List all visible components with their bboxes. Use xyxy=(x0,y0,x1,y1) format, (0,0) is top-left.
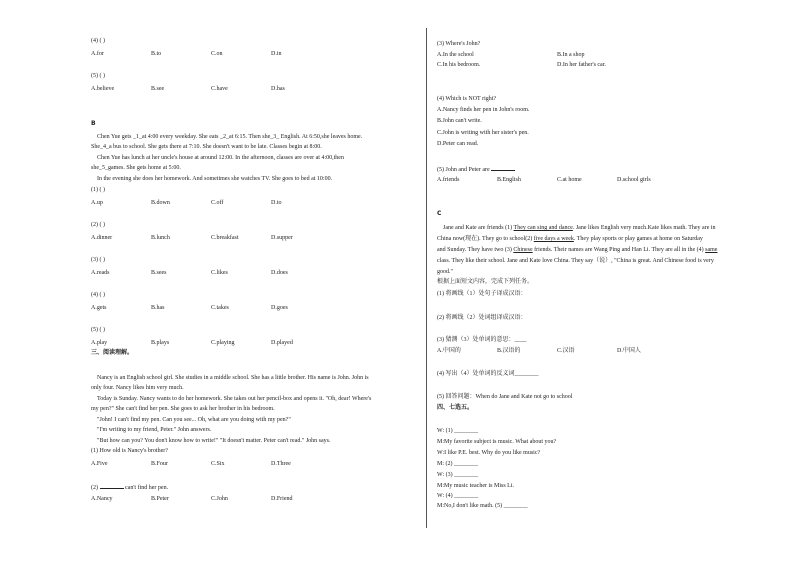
option: B.down xyxy=(151,200,170,206)
passage-text: . They play sports or play games at home on Saturday xyxy=(573,236,703,242)
option: D.played xyxy=(271,340,293,346)
option: B.John can't write. xyxy=(437,118,482,124)
option-row xyxy=(437,348,737,356)
section-label-b: B xyxy=(91,120,96,127)
option: A.Nancy finds her pen in John's room. xyxy=(437,107,530,113)
dialogue-line: M:No,I don't like math. (5) ________ xyxy=(437,503,528,509)
option: B.lunch xyxy=(151,235,170,241)
passage-line: class. They like their school. Jane and Kate love China. They say（说）, "China is great. And Chinese food is very xyxy=(437,258,714,264)
option: B.In a shop xyxy=(557,52,585,58)
option: C.at home xyxy=(557,177,582,183)
question-text: (1) How old is Nancy's brother? xyxy=(91,448,168,454)
question-suffix: can't find her pen. xyxy=(123,485,169,491)
option: D.in xyxy=(271,51,282,57)
option: B.plays xyxy=(151,340,170,346)
option: C.breakfast xyxy=(211,235,239,241)
option: B.see xyxy=(151,86,165,92)
task-item: (2) 将画线（2）处词组译成汉语： xyxy=(437,315,527,321)
option-row xyxy=(437,62,737,70)
passage-line: she_5_games. She gets home at 5:00. xyxy=(91,165,181,171)
passage-line: my pen?" She can't find her pen. She goes to ask her brother in his bedroom. xyxy=(91,406,275,412)
section-label-c: C xyxy=(437,210,442,217)
passage-line: Nancy is an English school girl. She studies in a middle school. She has a little brother. His name is John. John is xyxy=(97,375,369,381)
option: A.play xyxy=(91,340,108,346)
option: B.to xyxy=(151,51,162,57)
option: B.sees xyxy=(151,270,167,276)
option: C.takes xyxy=(211,305,229,311)
dialogue-line: M:My music teacher is Miss Li. xyxy=(437,483,514,489)
question-text xyxy=(437,165,515,174)
passage-text: China now(现在). They go to school(2) xyxy=(437,236,534,242)
option: C.John xyxy=(211,496,228,502)
option-row xyxy=(91,200,391,208)
question-number: (1) ( ) xyxy=(91,187,105,193)
dialogue-line: W:I like P.E. best. Why do you like music? xyxy=(437,450,541,456)
question-text xyxy=(91,483,168,492)
dialogue-line: W: (4) ________ xyxy=(437,493,479,499)
option: D.In her father's car. xyxy=(557,62,606,68)
option-row xyxy=(91,235,391,243)
option-row xyxy=(91,86,391,94)
passage-line: In the evening she does her homework. And sometimes she watches TV. She goes to bed at 10:00. xyxy=(97,176,333,182)
option: A.for xyxy=(91,51,104,57)
option: A.friends xyxy=(437,177,460,183)
option: C.John is writing with her sister's pen. xyxy=(437,130,529,136)
passage-text: Jane and Kate are friends (1) xyxy=(443,225,514,231)
question-prefix: (5) John and Peter are xyxy=(437,167,492,173)
option: C.off xyxy=(211,200,224,206)
question-number: (5) ( ) xyxy=(91,73,105,79)
passage-line: She_4_a bus to school. She gets there at 7:10. She doesn't want to be late. Classes begin at 8:00. xyxy=(91,144,322,150)
option: D.Three xyxy=(271,461,291,467)
option: A.reads xyxy=(91,270,110,276)
column-divider xyxy=(426,28,427,528)
underlined-phrase: five days a week xyxy=(533,236,574,242)
option-row xyxy=(437,177,737,185)
passage-line xyxy=(437,247,717,254)
passage-line: Today is Sunday. Nancy wants to do her homework. She takes out her pencil-box and opens it. "Oh, dear! Where's xyxy=(97,396,372,402)
option-row xyxy=(91,51,391,59)
option: A.In the school xyxy=(437,52,474,58)
option: C.汉语 xyxy=(557,348,575,354)
answer-blank[interactable] xyxy=(491,165,515,171)
answer-blank[interactable] xyxy=(100,483,124,489)
dialogue-line: W: (1) ________ xyxy=(437,428,479,434)
question-text: (3) Where's John? xyxy=(437,41,481,47)
option: D.to xyxy=(271,200,282,206)
question-prefix: (2) xyxy=(91,485,100,491)
task-item: (3) 猜测（3）处单词的意思：____ xyxy=(437,337,527,343)
dialogue-line: W: (3) ________ xyxy=(437,472,479,478)
underlined-sentence: They can sing and dance xyxy=(513,225,573,231)
option: A.dinner xyxy=(91,235,113,241)
passage-text: . Jane likes English very much.Kate likes math. They are in xyxy=(572,225,716,231)
question-number: (5) ( ) xyxy=(91,327,105,333)
option: A.中国的 xyxy=(437,348,461,354)
passage-line: "I'm writing to my friend, Peter." John answers. xyxy=(97,427,212,433)
passage-line: Chen Yue has lunch at her uncle's house at around 12:00. In the afternoon, classes are over at 4:00,then xyxy=(97,155,344,161)
option: B.汉语的 xyxy=(497,348,521,354)
question-number: (4) ( ) xyxy=(91,292,105,298)
passage-line xyxy=(437,236,703,243)
passage-text: and Sunday. They have two (3) xyxy=(437,247,514,253)
option: D.has xyxy=(271,86,285,92)
option: B.Four xyxy=(151,461,168,467)
option-row xyxy=(91,496,391,504)
option: C.In his bedroom. xyxy=(437,62,481,68)
task-item: (1) 将画线（1）处句子译成汉语： xyxy=(437,291,527,297)
option: C.have xyxy=(211,86,228,92)
option: C.likes xyxy=(211,270,228,276)
task-item: (5) 回答问题：When do Jane and Kate not go to school xyxy=(437,394,573,400)
passage-line: "John! I can't find my pen. Can you see... Oh, what are you doing with my pen?" xyxy=(97,417,291,423)
option: B.Peter xyxy=(151,496,169,502)
option: C.playing xyxy=(211,340,235,346)
option: D.中国人 xyxy=(617,348,641,354)
option-row xyxy=(437,52,737,60)
passage-line: Chen Yue gets _1_at 4:00 every weekday. She eats _2_at 6:15. Then she_3_ English. At 6:50,she leaves home. xyxy=(97,134,363,140)
passage-line: only four. Nancy likes him very much. xyxy=(91,385,184,391)
option-row xyxy=(91,340,391,348)
option: D.school girls xyxy=(617,177,651,183)
section-heading: 四、七选五。 xyxy=(437,404,474,411)
option: D.does xyxy=(271,270,288,276)
option: D.goes xyxy=(271,305,288,311)
question-number: (3) ( ) xyxy=(91,257,105,263)
question-number: (2) ( ) xyxy=(91,222,105,228)
task-instruction: 根据上面短文内容，完成下列任务。 xyxy=(437,279,534,285)
option: D.supper xyxy=(271,235,293,241)
option: C.on xyxy=(211,51,223,57)
option: A.Nancy xyxy=(91,496,113,502)
passage-line xyxy=(443,225,716,232)
option-row xyxy=(91,461,391,469)
task-item: (4) 写出（4）处单词的反义词________ xyxy=(437,371,539,377)
section-heading: 三、阅读理解。 xyxy=(91,349,134,356)
option: C.Six xyxy=(211,461,225,467)
option: A.believe xyxy=(91,86,115,92)
underlined-word: same xyxy=(705,247,718,253)
dialogue-line: M: (2) ________ xyxy=(437,461,478,467)
option: D.Peter can read. xyxy=(437,141,479,147)
option: D.Friend xyxy=(271,496,293,502)
question-number: (4) ( ) xyxy=(91,38,105,44)
option-row xyxy=(91,305,391,313)
option: A.Five xyxy=(91,461,108,467)
question-text: (4) Which is NOT right? xyxy=(437,96,497,102)
passage-line: "But how can you? You don't know how to write!" "It doesn't matter. Peter can't read." John says. xyxy=(97,438,331,444)
option: A.gets xyxy=(91,305,107,311)
passage-text: friends. Their names are Wang Ping and Han Li. They are all in the (4) xyxy=(532,247,706,253)
passage-line: good." xyxy=(437,269,453,275)
option: B.has xyxy=(151,305,165,311)
dialogue-line: M:My favorite subject is music. What about you? xyxy=(437,439,557,445)
option: B.English xyxy=(497,177,521,183)
option-row xyxy=(91,270,391,278)
underlined-word: Chinese xyxy=(513,247,533,253)
option: A.up xyxy=(91,200,103,206)
